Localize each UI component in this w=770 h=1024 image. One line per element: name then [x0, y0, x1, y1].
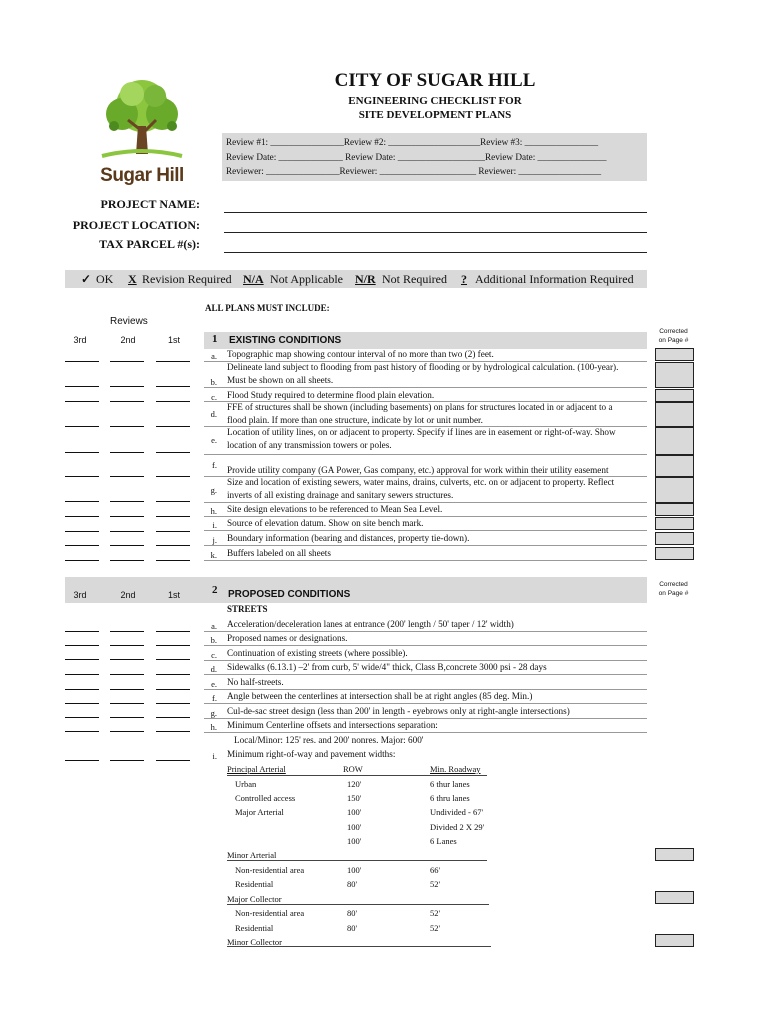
divider	[204, 502, 647, 503]
item-2-a: Acceleration/deceleration lanes at entrance (200' length / 50' taper / 12' width)	[227, 619, 514, 629]
table-cell: 80'	[347, 908, 358, 918]
review-blank[interactable]	[65, 760, 99, 761]
review-blank[interactable]	[110, 631, 144, 632]
review-blank[interactable]	[156, 361, 190, 362]
corrected-page-box[interactable]	[655, 402, 694, 427]
review-blank[interactable]	[65, 476, 99, 477]
review-blank[interactable]	[110, 426, 144, 427]
review-blank[interactable]	[65, 452, 99, 453]
item-1g-line1: Size and location of existing sewers, water mains, drains, culverts, etc. on or adjacent to property. Reflect	[227, 477, 615, 487]
review-blank[interactable]	[156, 731, 190, 732]
item-letter: k.	[210, 550, 217, 560]
review-blank[interactable]	[110, 386, 144, 387]
review-blank[interactable]	[65, 674, 99, 675]
item-letter: e.	[211, 679, 217, 689]
item-letter: i.	[212, 751, 217, 761]
table-cell: 52'	[430, 879, 441, 889]
divider	[204, 645, 647, 646]
corrected-label-2: Corrected on Page #	[658, 581, 689, 597]
item-1k: Buffers labeled on all sheets	[227, 548, 331, 558]
review-blank[interactable]	[65, 545, 99, 546]
divider	[204, 516, 647, 517]
table-cell: Residential	[235, 923, 274, 933]
review-blank[interactable]	[156, 501, 190, 502]
tree-icon	[92, 76, 192, 162]
legend-q-symbol: ?	[461, 272, 467, 286]
divider	[204, 387, 647, 388]
table-cell: Controlled access	[235, 793, 296, 803]
legend-x-symbol: X	[128, 272, 137, 286]
corrected-page-box[interactable]	[655, 389, 694, 402]
item-letter: c.	[211, 392, 217, 402]
table-header-row: ROW	[343, 764, 363, 774]
table-header-roadway: Min. Roadway	[430, 764, 481, 774]
review-blank[interactable]	[156, 401, 190, 402]
divider	[227, 860, 487, 861]
review-blank[interactable]	[110, 645, 144, 646]
corrected-page-box[interactable]	[655, 503, 694, 516]
legend-q: Additional Information Required	[475, 272, 634, 286]
section-2-header	[65, 577, 647, 603]
review-blank[interactable]	[65, 659, 99, 660]
streets-heading: STREETS	[227, 604, 268, 614]
item-2-h: Minimum Centerline offsets and intersections separation:	[227, 720, 438, 730]
col-1st: 1st	[167, 590, 180, 600]
item-2i: Minimum right-of-way and pavement widths:	[227, 749, 396, 759]
item-1e-line2: location of any transmission towers or poles.	[227, 440, 392, 450]
table-cell: 6 thur lanes	[430, 779, 470, 789]
review-blank[interactable]	[110, 703, 144, 704]
corrected-page-box[interactable]	[655, 532, 694, 545]
review-blank[interactable]	[156, 516, 190, 517]
review-blank[interactable]	[65, 426, 99, 427]
col-2nd: 2nd	[120, 590, 136, 600]
review-row-3[interactable]: Reviewer: ________________Reviewer: _____________________ Reviewer: __________________	[226, 166, 602, 176]
review-blank[interactable]	[65, 401, 99, 402]
table-cell: Non-residential area	[235, 908, 305, 918]
review-blank[interactable]	[156, 531, 190, 532]
divider	[204, 454, 647, 455]
review-blank[interactable]	[110, 501, 144, 502]
review-blank[interactable]	[110, 516, 144, 517]
review-row-2[interactable]: Review Date: ______________ Review Date: ___________________Review Date: _______________	[226, 152, 607, 162]
item-letter: d.	[210, 664, 217, 674]
review-blank[interactable]	[110, 401, 144, 402]
table-cell: Non-residential area	[235, 865, 305, 875]
table-cell: Urban	[235, 779, 257, 789]
review-blank[interactable]	[156, 703, 190, 704]
logo	[92, 76, 192, 186]
table-cell: 66'	[430, 865, 441, 875]
table-cell: 120'	[347, 779, 362, 789]
divider	[227, 904, 489, 905]
review-blank[interactable]	[110, 731, 144, 732]
legend-x: Revision Required	[142, 272, 232, 286]
check-icon: ✓	[81, 272, 92, 286]
divider	[204, 631, 647, 632]
tax-parcel-label: TAX PARCEL #(s):	[99, 237, 200, 251]
item-letter: b.	[210, 635, 217, 645]
review-blank[interactable]	[156, 476, 190, 477]
review-blank[interactable]	[65, 717, 99, 718]
project-name-field[interactable]	[224, 212, 647, 213]
item-1f: Provide utility company (GA Power, Gas company, etc.) approval for work within their utility easement	[227, 465, 609, 475]
review-blank[interactable]	[65, 645, 99, 646]
reviews-label: Reviews	[110, 316, 148, 327]
item-1a: Topographic map showing contour interval of no more than two (2) feet.	[227, 349, 494, 359]
legend-na: Not Applicable	[270, 272, 343, 286]
item-letter: h.	[210, 506, 217, 516]
item-letter: d.	[210, 409, 217, 419]
review-blank[interactable]	[156, 645, 190, 646]
table-cell: 150'	[347, 793, 362, 803]
item-1i: Source of elevation datum. Show on site bench mark.	[227, 518, 424, 528]
review-blank[interactable]	[65, 516, 99, 517]
review-blank[interactable]	[156, 631, 190, 632]
review-blank[interactable]	[156, 689, 190, 690]
table-cell: 52'	[430, 908, 441, 918]
divider	[204, 674, 647, 675]
review-blank[interactable]	[110, 760, 144, 761]
corrected-page-box[interactable]	[655, 348, 694, 361]
table-minor-collector: Minor Collector	[227, 937, 283, 947]
review-blank[interactable]	[110, 674, 144, 675]
item-1j: Boundary information (bearing and distances, property tie-down).	[227, 533, 470, 543]
item-letter: g.	[210, 708, 217, 718]
item-2-e: No half-streets.	[227, 677, 284, 687]
item-letter: j.	[212, 535, 217, 545]
review-blank[interactable]	[156, 452, 190, 453]
review-blank[interactable]	[65, 703, 99, 704]
item-1e-line1: Location of utility lines, on or adjacent to property. Specify if lines are in easement or right-of-way. Show	[227, 427, 616, 437]
corrected-label-1: Corrected on Page #	[658, 328, 689, 344]
item-letter: i.	[212, 520, 217, 530]
review-blank[interactable]	[110, 531, 144, 532]
table-cell: 6 thru lanes	[430, 793, 470, 803]
item-1c: Flood Study required to determine flood plain elevation.	[227, 390, 435, 400]
item-1d-line1: FFE of structures shall be shown (including basements) on plans for structures located in or adjacent to a	[227, 402, 613, 412]
legend-nr: Not Required	[382, 272, 447, 286]
corrected-page-box[interactable]	[655, 547, 694, 560]
item-2-d: Sidewalks (6.13.1) –2' from curb, 5' wide/4" thick, Class B,concrete 3000 psi - 28 days	[227, 662, 547, 672]
item-1b-line2: Must be shown on all sheets.	[227, 375, 334, 385]
review-blank[interactable]	[65, 531, 99, 532]
item-1b-line1: Delineate land subject to flooding from past history of flooding or by hydrological calculation. (100-year).	[227, 362, 619, 372]
tax-parcel-field[interactable]	[224, 252, 647, 253]
subtitle-1: ENGINEERING CHECKLIST FOR	[348, 95, 522, 107]
table-cell: Divided 2 X 29'	[430, 822, 485, 832]
review-blank[interactable]	[156, 760, 190, 761]
legend-nr-symbol: N/R	[355, 272, 376, 286]
item-letter: g.	[210, 485, 217, 495]
table-cell: 100'	[347, 822, 362, 832]
review-blank[interactable]	[156, 545, 190, 546]
item-1g-line2: inverts of all existing drainage and sanitary sewers structures.	[227, 490, 454, 500]
item-2-c: Continuation of existing streets (where possible).	[227, 648, 408, 658]
table-minor-arterial: Minor Arterial	[227, 850, 277, 860]
review-blank[interactable]	[65, 501, 99, 502]
table-cell: Major Arterial	[235, 807, 284, 817]
review-blank[interactable]	[110, 659, 144, 660]
review-blank[interactable]	[110, 545, 144, 546]
review-blank[interactable]	[110, 476, 144, 477]
col-2nd: 2nd	[120, 335, 136, 345]
corrected-page-box[interactable]	[655, 427, 694, 455]
review-blank[interactable]	[156, 560, 190, 561]
item-2-f: Angle between the centerlines at intersection shall be at right angles (85 deg. Min.)	[227, 691, 533, 701]
review-row-1[interactable]: Review #1: ________________Review #2: ____________________Review #3: ________________	[226, 137, 599, 147]
review-blank[interactable]	[65, 689, 99, 690]
table-cell: 52'	[430, 923, 441, 933]
item-2-b: Proposed names or designations.	[227, 633, 348, 643]
project-location-label: PROJECT LOCATION:	[72, 218, 200, 232]
divider	[227, 946, 491, 947]
review-blank[interactable]	[156, 426, 190, 427]
item-1d-line2: flood plain. If more than one structure, indicate by lot or unit number.	[227, 415, 483, 425]
item-letter: a.	[211, 351, 217, 361]
project-name-label: PROJECT NAME:	[100, 197, 200, 211]
corrected-page-box[interactable]	[655, 848, 694, 861]
table-cell: 80'	[347, 879, 358, 889]
section-2-number: 2	[212, 584, 218, 596]
item-letter: a.	[211, 621, 217, 631]
legend-bar	[65, 270, 647, 288]
review-blank[interactable]	[110, 717, 144, 718]
section-1-number: 1	[212, 333, 218, 345]
review-blank[interactable]	[65, 631, 99, 632]
table-cell: 6 Lanes	[430, 836, 457, 846]
review-blank[interactable]	[110, 361, 144, 362]
corrected-page-box[interactable]	[655, 891, 694, 904]
item-2-g: Cul-de-sac street design (less than 200' in length - eyebrows only at right-angle intersections)	[227, 706, 570, 716]
review-blank[interactable]	[65, 731, 99, 732]
corrected-page-box[interactable]	[655, 455, 694, 477]
item-letter: c.	[211, 650, 217, 660]
table-cell: Undivided - 67'	[430, 807, 483, 817]
table-header-principal: Principal Arterial	[227, 764, 286, 774]
review-blank[interactable]	[110, 689, 144, 690]
review-blank[interactable]	[65, 560, 99, 561]
divider	[204, 530, 647, 531]
divider	[204, 703, 647, 704]
section-2-title: PROPOSED CONDITIONS	[228, 589, 351, 600]
review-blank[interactable]	[156, 386, 190, 387]
page-title: CITY OF SUGAR HILL	[334, 70, 536, 91]
item-letter: b.	[210, 377, 217, 387]
review-blank[interactable]	[110, 452, 144, 453]
corrected-page-box[interactable]	[655, 517, 694, 530]
review-blank[interactable]	[156, 659, 190, 660]
item-letter: f.	[212, 460, 217, 470]
divider	[204, 560, 647, 561]
table-cell: 80'	[347, 923, 358, 933]
review-blank[interactable]	[156, 674, 190, 675]
table-cell: 100'	[347, 807, 362, 817]
item-1h: Site design elevations to be referenced to Mean Sea Level.	[227, 504, 443, 514]
corrected-page-box[interactable]	[655, 477, 694, 503]
project-location-field[interactable]	[224, 232, 647, 233]
corrected-page-box[interactable]	[655, 362, 694, 388]
review-blank[interactable]	[110, 560, 144, 561]
subtitle-2: SITE DEVELOPMENT PLANS	[358, 109, 512, 121]
divider	[204, 732, 647, 733]
review-box	[222, 133, 647, 181]
divider	[204, 660, 647, 661]
col-3rd: 3rd	[73, 590, 87, 600]
corrected-page-box[interactable]	[655, 934, 694, 947]
item-letter: e.	[211, 435, 217, 445]
legend-na-symbol: N/A	[243, 272, 264, 286]
logo-text: Sugar Hill	[100, 165, 184, 186]
table-cell: 100'	[347, 865, 362, 875]
all-plans-heading: ALL PLANS MUST INCLUDE:	[205, 303, 330, 313]
review-blank[interactable]	[65, 386, 99, 387]
col-1st: 1st	[167, 335, 180, 345]
review-blank[interactable]	[156, 717, 190, 718]
divider	[227, 775, 487, 776]
legend-ok: OK	[96, 272, 114, 286]
item-letter: f.	[212, 693, 217, 703]
review-blank[interactable]	[65, 361, 99, 362]
divider	[204, 545, 647, 546]
item-letter: h.	[210, 722, 217, 732]
table-cell: Residential	[235, 879, 274, 889]
divider	[204, 689, 647, 690]
divider	[204, 718, 647, 719]
item-2h-detail: Local/Minor: 125' res. and 200' nonres. Major: 600'	[234, 735, 424, 745]
col-3rd: 3rd	[73, 335, 87, 345]
table-cell: 100'	[347, 836, 362, 846]
section-1-title: EXISTING CONDITIONS	[229, 335, 342, 346]
table-major-collector: Major Collector	[227, 894, 282, 904]
